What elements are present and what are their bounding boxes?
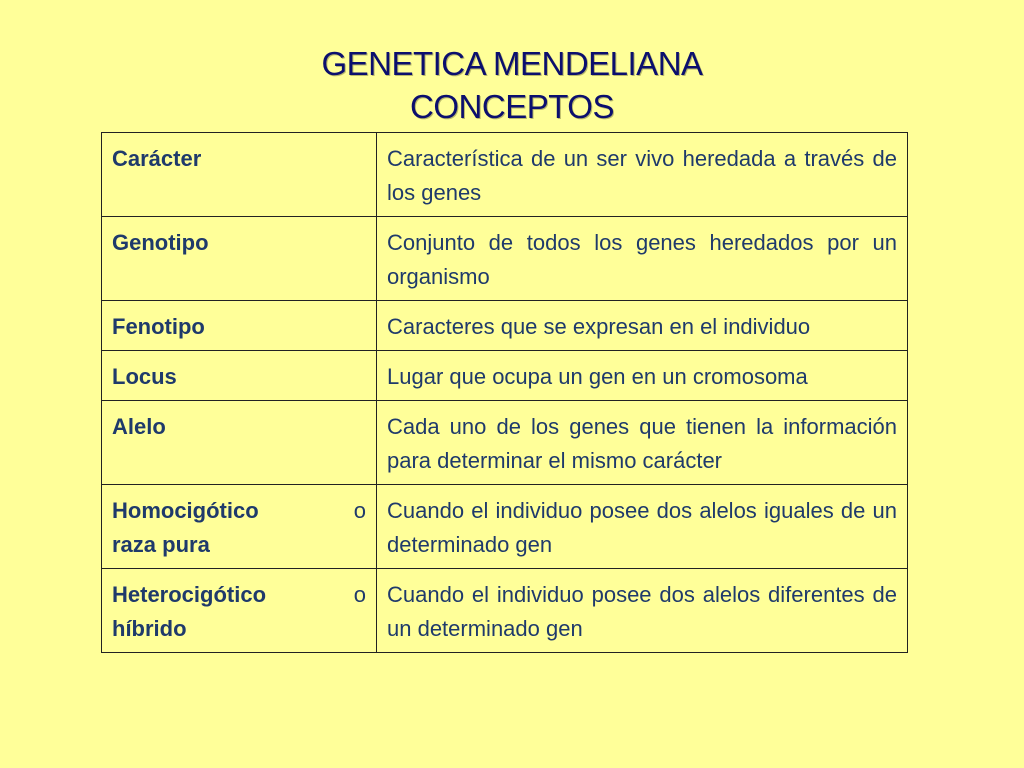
definition-cell: Lugar que ocupa un gen en un cromosoma (377, 351, 908, 401)
term-text: Heterocigótico (112, 582, 267, 607)
term-line (112, 494, 366, 528)
definition-cell: Característica de un ser vivo heredada a través de los genes (377, 133, 908, 217)
definition-cell: Cada uno de los genes que tienen la información para determinar el mismo carácter (377, 401, 908, 485)
table-row (102, 569, 908, 653)
term-cell (102, 569, 377, 653)
table-row (102, 401, 908, 485)
definition-cell: Cuando el individuo posee dos alelos iguales de un determinado gen (377, 485, 908, 569)
definition-cell: Cuando el individuo posee dos alelos diferentes de un determinado gen (377, 569, 908, 653)
term-cell: Alelo (102, 401, 377, 485)
term-conjunction: o (353, 498, 366, 523)
term-cell: Genotipo (102, 217, 377, 301)
term-text: Homocigótico (112, 498, 259, 523)
term-text-second: raza pura (112, 532, 210, 557)
definition-cell: Conjunto de todos los genes heredados por un organismo (377, 217, 908, 301)
table-row (102, 217, 908, 301)
term-cell: Fenotipo (102, 301, 377, 351)
term-text-second: híbrido (112, 616, 187, 641)
term-cell: Locus (102, 351, 377, 401)
term-line (112, 578, 366, 612)
definition-cell: Caracteres que se expresan en el individuo (377, 301, 908, 351)
table-row (102, 485, 908, 569)
term-cell: Carácter (102, 133, 377, 217)
table-row (102, 133, 908, 217)
term-conjunction: o (353, 582, 366, 607)
table-row (102, 301, 908, 351)
slide-title-line2: CONCEPTOS (410, 88, 614, 125)
slide-title (0, 42, 1024, 128)
slide-title-line1: GENETICA MENDELIANA (321, 45, 703, 82)
term-cell (102, 485, 377, 569)
concepts-table (101, 132, 908, 653)
table-row (102, 351, 908, 401)
